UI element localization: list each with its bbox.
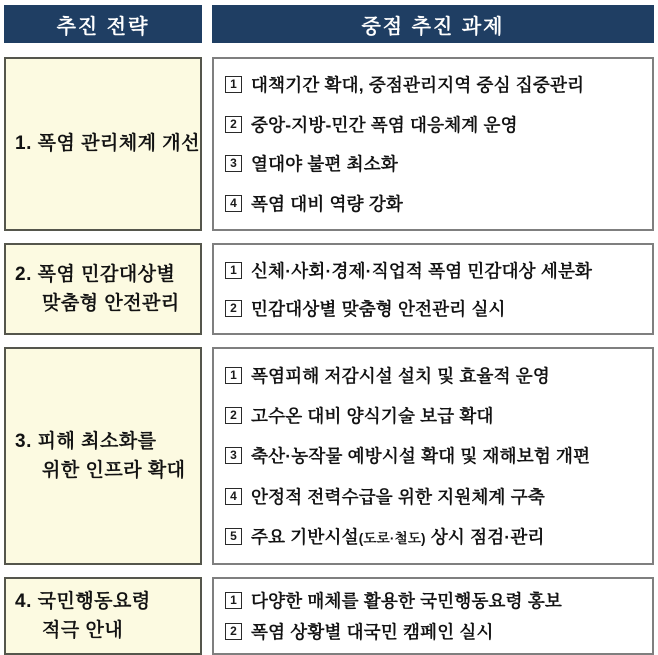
task-number-box: 1	[225, 367, 242, 384]
task-text: 폭염 상황별 대국민 캠페인 실시	[251, 622, 494, 642]
task-text-small: (도로·철도)	[358, 531, 426, 547]
task-text: 대책기간 확대, 중점관리지역 중심 집중관리	[251, 75, 585, 96]
strategy-label: 4. 국민행동요령	[15, 590, 151, 612]
task-text: 폭염피해 저감시설 설치 및 효율적 운영	[251, 365, 550, 386]
strategy-label: 3. 피해 최소화를	[15, 430, 157, 452]
task-item	[225, 443, 646, 468]
task-item	[225, 619, 646, 644]
task-text: 중앙-지방-민간 폭염 대응체계 운영	[251, 114, 518, 135]
task-item	[225, 258, 646, 283]
task-text: 축산·농작물 예방시설 확대 및 재해보험 개편	[251, 446, 591, 467]
task-item	[225, 191, 646, 216]
task-number-box: 1	[225, 262, 242, 279]
task-number-box: 2	[225, 300, 242, 317]
task-item	[225, 72, 646, 97]
header-tasks-column: 중점 추진 과제	[212, 5, 654, 43]
task-number-box: 1	[225, 592, 242, 609]
task-box	[212, 577, 654, 655]
task-text: 열대야 불편 최소화	[251, 154, 398, 175]
task-number-box: 2	[225, 407, 242, 424]
task-text: 민감대상별 맞춤형 안전관리 실시	[251, 298, 506, 319]
strategy-label: 맞춤형 안전관리	[42, 293, 180, 314]
task-item	[225, 484, 646, 509]
section-row	[4, 347, 654, 565]
task-box	[212, 347, 654, 565]
task-number-box: 1	[225, 76, 242, 93]
task-item	[225, 363, 646, 388]
task-box	[212, 57, 654, 231]
task-text: 주요 기반시설(도로·철도) 상시 점검·관리	[251, 527, 545, 548]
task-text: 다양한 매체를 활용한 국민행동요령 홍보	[251, 591, 563, 611]
strategy-label: 2. 폭염 민감대상별	[15, 263, 176, 285]
task-item	[225, 296, 646, 321]
task-number-box: 3	[225, 155, 242, 172]
task-text: 고수온 대비 양식기술 보급 확대	[251, 406, 494, 427]
task-item	[225, 588, 646, 613]
strategy-label: 1. 폭염 관리체계 개선	[15, 133, 201, 155]
task-number-box: 3	[225, 447, 242, 464]
task-number-box: 2	[225, 623, 242, 640]
header-row	[4, 5, 654, 43]
strategy-label: 적극 안내	[42, 620, 124, 641]
task-number-box: 5	[225, 528, 242, 545]
strategy-box	[4, 243, 202, 335]
task-box	[212, 243, 654, 335]
task-text: 폭염 대비 역량 강화	[251, 193, 404, 214]
task-item	[225, 112, 646, 137]
strategy-box	[4, 57, 202, 231]
strategy-box	[4, 577, 202, 655]
task-number-box: 2	[225, 116, 242, 133]
task-item	[225, 403, 646, 428]
task-text: 안정적 전력수급을 위한 지원체계 구축	[251, 486, 545, 507]
strategy-box	[4, 347, 202, 565]
header-strategy-column: 추진 전략	[4, 5, 202, 43]
section-row	[4, 57, 654, 231]
section-rows	[4, 57, 654, 655]
task-item	[225, 151, 646, 176]
task-text: 신체·사회·경제·직업적 폭염 민감대상 세분화	[251, 260, 593, 281]
section-row	[4, 243, 654, 335]
task-number-box: 4	[225, 195, 242, 212]
task-number-box: 4	[225, 488, 242, 505]
section-row	[4, 577, 654, 655]
strategy-label: 위한 인프라 확대	[42, 460, 186, 481]
task-item	[225, 524, 646, 549]
